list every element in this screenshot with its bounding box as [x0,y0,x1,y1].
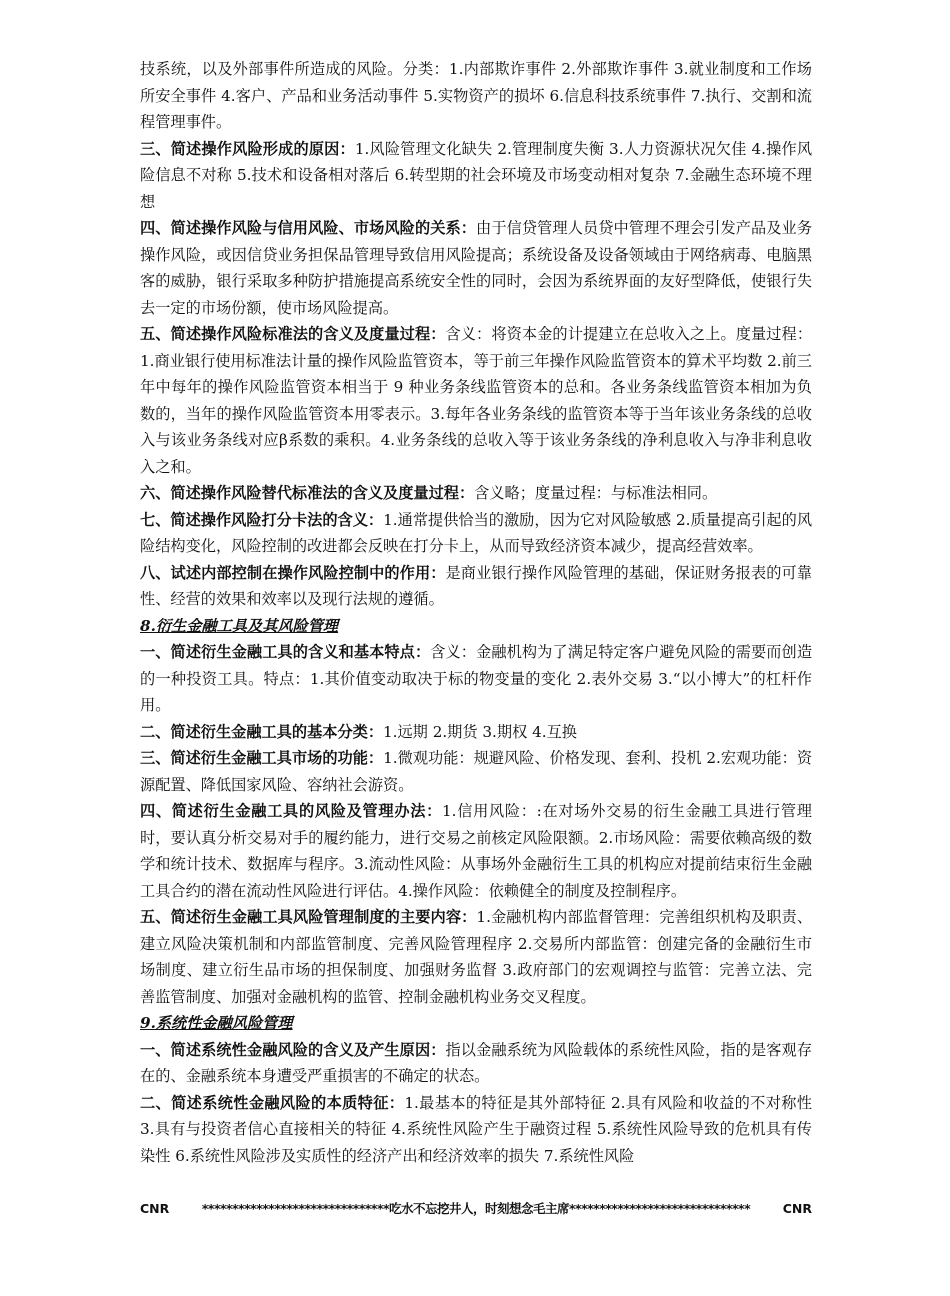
question-6-alternative-standard [140,480,812,507]
question-heading: 八、试述内部控制在操作风险控制中的作用： [140,563,446,582]
question-7-scorecard [140,507,812,560]
question-heading: 一、简述系统性金融风险的含义及产生原因： [140,1040,446,1059]
systemic-question-1 [140,1037,812,1090]
question-4-relationship [140,215,812,321]
derivatives-question-5 [140,904,812,1010]
question-heading: 四、简述衍生金融工具的风险及管理办法： [140,802,442,820]
paragraph-text: 技系统，以及外部事件所造成的风险。分类：1.内部欺诈事件 2.外部欺诈事件 3.就业制度和工作场所安全事件 4.客户、产品和业务活动事件 5.实物资产的损坏 6.信息科技系统事件 7.执行、交割和流程管理事件。 [140,60,812,131]
question-3-causes [140,136,812,216]
question-heading: 二、简述系统性金融风险的本质特征： [140,1093,405,1112]
footer-left-mark: CNR [140,1200,170,1216]
question-heading: 三、简述衍生金融工具市场的功能： [140,749,384,767]
systemic-question-2 [140,1090,812,1170]
answer-text: 1.风险管理文化缺失 2.管理制度失衡 3.人力资源状况欠佳 4.操作风险信息不对称 5.技术和设备相对落后 6.转型期的社会环境及市场变动相对复杂 7.金融生态环境不理想 [140,139,813,211]
question-heading: 六、简述操作风险替代标准法的含义及度量过程： [140,484,475,502]
paragraph-operational-risk-classification [140,56,812,136]
footer-slogan: *******************************吃水不忘挖井人，时刻想念毛主席****************************** [201,1201,751,1216]
answer-text: 1.远期 2.期货 3.期权 4.互换 [383,722,577,741]
question-heading: 五、简述操作风险标准法的含义及度量过程： [140,325,446,343]
derivatives-question-2 [140,719,812,746]
question-heading: 一、简述衍生金融工具的含义和基本特点： [140,643,431,661]
answer-text: 含义：金融机构为了满足特定客户避免风险的需要而创造的一种投资工具。特点：1.其价值变动取决于标的物变量的变化 2.表外交易 3.“以小博大”的杠杆作用。 [140,643,813,714]
section-heading-derivatives: 8.衍生金融工具及其风险管理 [140,616,339,635]
page-footer [140,1196,812,1220]
derivatives-question-1 [140,639,812,719]
answer-text: 含义：将资本金的计提建立在总收入之上。度量过程：1.商业银行使用标准法计量的操作风险监管资本，等于前三年操作风险监管资本的算术平均数 2.前三年中每年的操作风险监管资本相当于 9 种业务条线监管资本的总和。各业务条线监管资本相加为负数的，当年的操作风险监管资本用零表示。3.每年各业务条线的监管资本等于当年该业务条线的总收入与该业务条线对应β系数的乘积。4.业务条线的总收入等于该业务条线的净利息收入与净非利息收入之和。 [140,325,813,476]
question-heading: 二、简述衍生金融工具的基本分类： [140,722,383,741]
answer-text: 1.通常提供恰当的激励，因为它对风险敏感 2.质量提高引起的风险结构变化，风险控制的改进都会反映在打分卡上，从而导致经济资本减少，提高经营效率。 [140,510,813,555]
answer-text: 1.金融机构内部监督管理：完善组织机构及职责、建立风险决策机制和内部监管制度、完善风险管理程序 2.交易所内部监管：创建完备的金融衍生市场制度、建立衍生品市场的担保制度、加强财务监督 3.政府部门的宏观调控与监管：完善立法、完善监管制度、加强对金融机构的监管、控制金融机构业务交叉程度。 [140,908,813,1006]
question-8-internal-control [140,560,812,613]
question-heading: 三、简述操作风险形成的原因： [140,139,355,158]
answer-text: 由于信贷管理人员贷中管理不理会引发产品及业务操作风险，或因信贷业务担保品管理导致信用风险提高；系统设备及设备领域由于网络病毒、电脑黑客的威胁，银行采取多种防护措施提高系统安全性的同时，会因为系统界面的友好型降低，使银行失去一定的市场份额，使市场风险提高。 [140,219,813,317]
section-heading-systemic-risk: 9.系统性金融风险管理 [140,1014,293,1032]
question-5-standard-approach [140,321,812,480]
answer-text: 指以金融系统为风险载体的系统性风险，指的是客观存在的、金融系统本身遭受严重损害的不确定的状态。 [140,1040,813,1085]
derivatives-question-4 [140,798,812,904]
answer-text: 1.最基本的特征是其外部特征 2.具有风险和收益的不对称性 3.具有与投资者信心直接相关的特征 4.系统性风险产生于融资过程 5.系统性风险导致的危机具有传染性 6.系统性风险涉及实质性的经济产出和经济效率的损失 7.系统性风险 [140,1093,813,1165]
answer-text: 1.微观功能：规避风险、价格发现、套利、投机 2.宏观功能：资源配置、降低国家风险、容纳社会游资。 [140,749,813,794]
derivatives-question-3 [140,745,812,798]
question-heading: 四、简述操作风险与信用风险、市场风险的关系： [140,219,477,237]
question-heading: 七、简述操作风险打分卡法的含义： [140,510,384,529]
answer-text: 1.信用风险：:在对场外交易的衍生金融工具进行管理时，要认真分析交易对手的履约能力，进行交易之前核定风险限额。2.市场风险：需要依赖高级的数学和统计技术、数据库与程序。3.流动性风险：从事场外金融衍生工具的机构应对提前结束衍生金融工具合约的潜在流动性风险进行评估。4.操作风险：依赖健全的制度及控制程序。 [140,802,812,900]
answer-text: 是商业银行操作风险管理的基础，保证财务报表的可靠性、经营的效果和效率以及现行法规的遵循。 [140,563,813,608]
question-heading: 五、简述衍生金融工具风险管理制度的主要内容： [140,908,477,926]
answer-text: 含义略；度量过程：与标准法相同。 [474,484,718,502]
document-body [140,56,812,1169]
footer-right-mark: CNR [782,1200,812,1216]
